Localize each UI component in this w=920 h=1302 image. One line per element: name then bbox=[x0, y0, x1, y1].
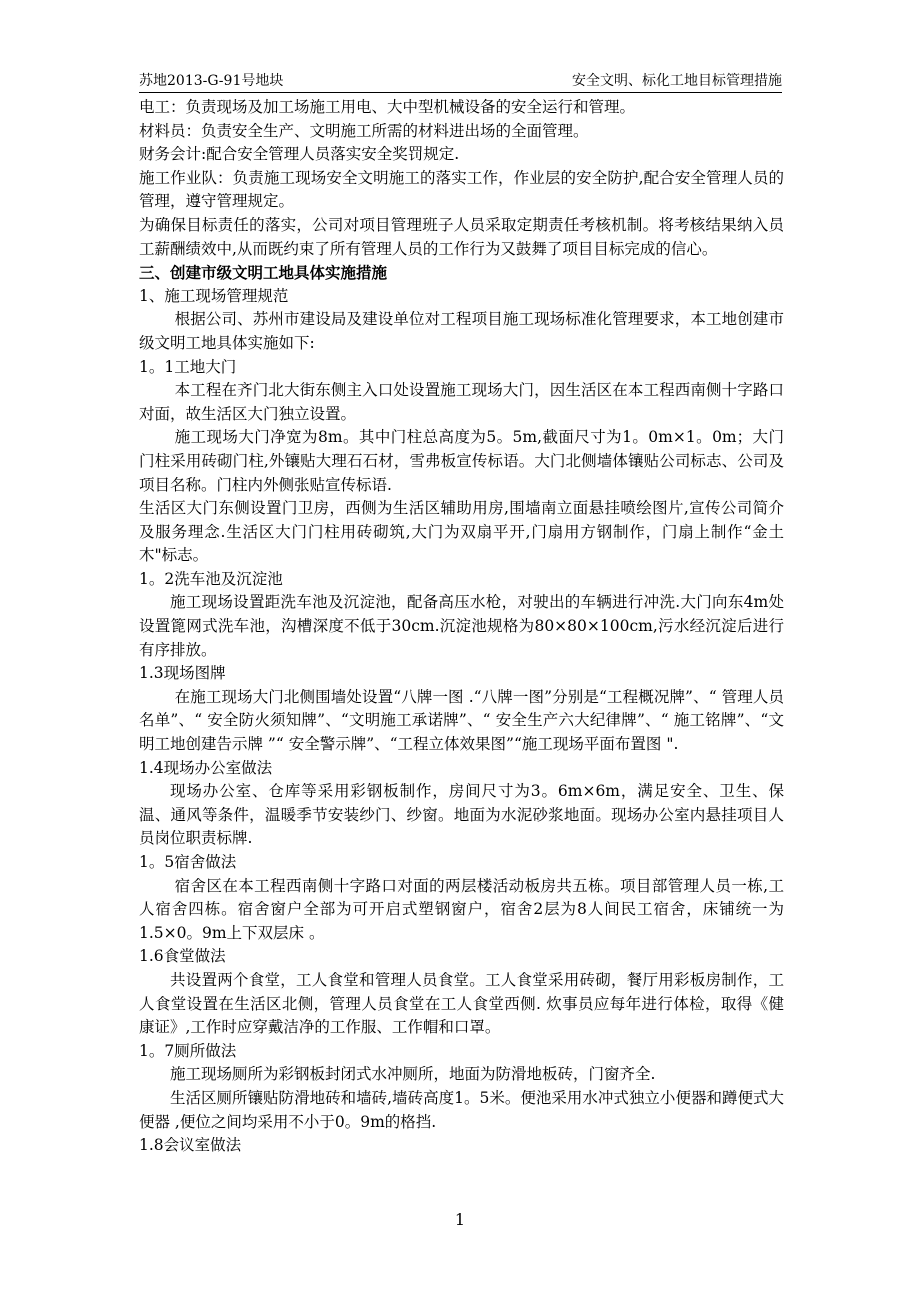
text-line: 1、施工现场管理规范 bbox=[139, 286, 289, 305]
body-paragraph: 现场办公室、仓库等采用彩钢板制作，房间尺寸为3。6m×6m，满足安全、卫生、保温、通风等条件，温暖季节安装纱门、纱窗。地面为水泥砂浆地面。现场办公室内悬挂项目人员岗位职责标牌. bbox=[139, 782, 784, 848]
text-line: 1.3现场图牌 bbox=[139, 664, 226, 683]
text-line: 1.6食堂做法 bbox=[139, 947, 226, 966]
text-line: 1。1工地大门 bbox=[139, 357, 237, 376]
text-line: 1.4现场办公室做法 bbox=[139, 758, 273, 777]
body-paragraph: 生活区厕所镶贴防滑地砖和墙砖,墙砖高度1。5米。便池采用水冲式独立小便器和蹲便式大便器 ,便位之间均采用不小于0。9m的格挡. bbox=[139, 1088, 784, 1131]
body-paragraph: 施工现场厕所为彩钢板封闭式水冲厕所，地面为防滑地板砖，门窗齐全. bbox=[170, 1065, 656, 1084]
text-line: 1.8会议室做法 bbox=[139, 1136, 242, 1155]
header-document-title: 安全文明、标化工地目标管理措施 bbox=[572, 73, 782, 89]
body-paragraph: 共设置两个食堂，工人食堂和管理人员食堂。工人食堂采用砖砌，餐厅用彩板房制作，工人食堂设置在生活区北侧，管理人员食堂在工人食堂西侧. 炊事员应每年进行体检，取得《健康证》,工作时应穿戴洁净的工作服、工作帽和口罩。 bbox=[139, 970, 784, 1037]
body-paragraph: 根据公司、苏州市建设局及建设单位对工程项目施工现场标准化管理要求，本工地创建市级文明工地具体实施如下: bbox=[139, 310, 784, 352]
text-line: 1。5宿舍做法 bbox=[139, 853, 237, 871]
text-line: 财务会计:配合安全管理人员落实安全奖罚规定. bbox=[139, 145, 460, 164]
body-paragraph: 施工现场设置距洗车池及沉淀池，配备高压水枪，对驶出的车辆进行冲洗.大门向东4m处设置篦网式洗车池，沟槽深度不低于30cm.沉淀池规格为80×80×100cm,污水经沉淀后进行有序排放。 bbox=[139, 593, 784, 659]
text-line: 电工：负责现场及加工场施工用电、大中型机械设备的安全运行和管理。 bbox=[139, 98, 636, 116]
text-line: 生活区大门东侧设置门卫房，西侧为生活区辅助用房,围墙南立面悬挂喷绘图片,宣传公司简介及服务理念.生活区大门门柱用砖砌筑,大门为双扇平开,门扇用方钢制作，门扇上制作“金土木"标志。 bbox=[139, 499, 784, 565]
text-line: 为确保目标责任的落实，公司对项目管理班子人员采取定期责任考核机制。将考核结果纳入员工薪酬绩效中,从而既约束了所有管理人员的工作行为又鼓舞了项目目标完成的信心。 bbox=[139, 215, 784, 258]
page-number: 1 bbox=[454, 1210, 466, 1229]
section-heading: 三、创建市级文明工地具体实施措施 bbox=[139, 263, 388, 283]
header-project-name: 苏地2013-G-91号地块 bbox=[139, 73, 284, 89]
text-line: 1。2洗车池及沉淀池 bbox=[139, 569, 283, 588]
text-line: 施工作业队：负责施工现场安全文明施工的落实工作，作业层的安全防护,配合安全管理人员的管理，遵守管理规定。 bbox=[139, 168, 784, 211]
text-line: 材料员：负责安全生产、文明施工所需的材料进出场的全面管理。 bbox=[139, 121, 589, 140]
body-paragraph: 宿舍区在本工程西南侧十字路口对面的两层楼活动板房共五栋。项目部管理人员一栋,工人宿舍四栋。宿舍窗户全部为可开启式塑钢窗户，宿舍2层为8人间民工宿舍，床铺统一为1.5×0。9m上下双层床 。 bbox=[139, 876, 784, 942]
body-paragraph: 本工程在齐门北大街东侧主入口处设置施工现场大门，因生活区在本工程西南侧十字路口对面，故生活区大门独立设置。 bbox=[139, 381, 784, 423]
text-line: 1。7厕所做法 bbox=[139, 1041, 237, 1060]
body-paragraph: 在施工现场大门北侧围墙处设置“八牌一图 .“八牌一图”分别是“工程概况牌”、“ 管理人员名单”、“ 安全防火须知牌”、“文明施工承诺牌”、“ 安全生产六大纪律牌”、“ 施工铭牌”、“文明工地创建告示牌 ”“ 安全警示牌”、“工程立体效果图”“施工现场平面布置图 ". bbox=[139, 687, 784, 754]
page-header bbox=[139, 70, 782, 93]
body-paragraph: 施工现场大门净宽为8m。其中门柱总高度为5。5m,截面尺寸为1。0m×1。0m；大门门柱采用砖砌门柱,外镶贴大理石石材，雪弗板宣传标语。大门北侧墙体镶贴公司标志、公司及项目名称。门柱内外侧张贴宣传标语. bbox=[139, 428, 784, 494]
document-body bbox=[139, 96, 784, 1158]
